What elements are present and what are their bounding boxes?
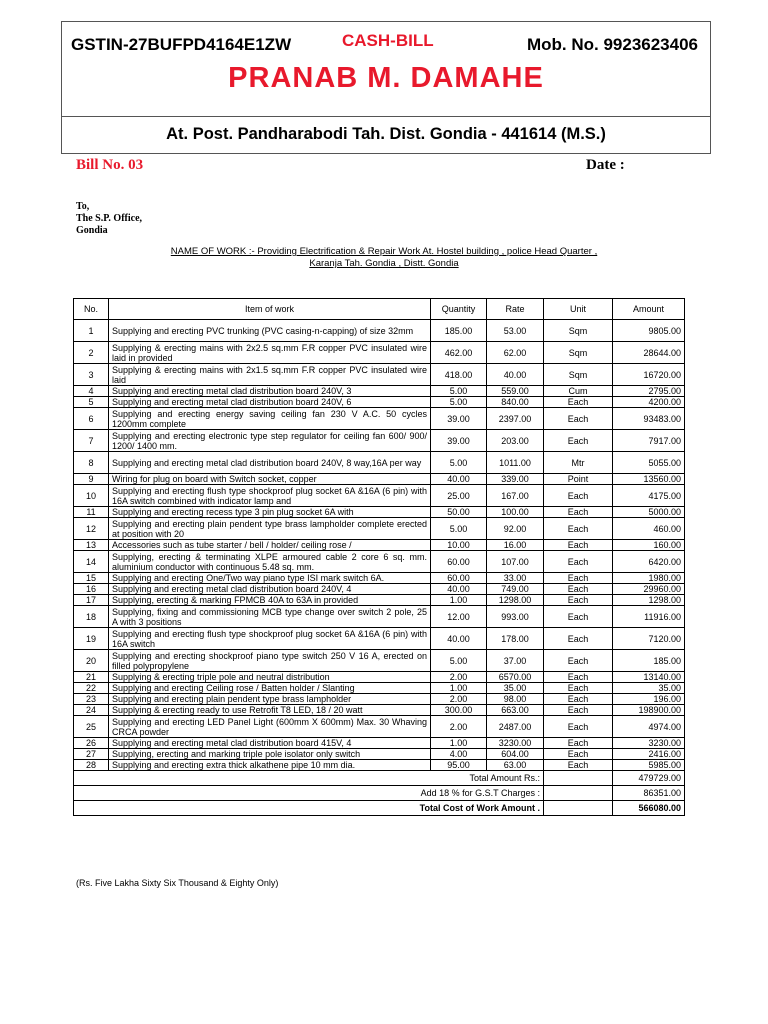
row-number: 12 — [74, 518, 109, 540]
row-item: Supplying and erecting LED Panel Light (600mm X 600mm) Max. 30 Whaving CRCA powder — [109, 716, 431, 738]
row-amount: 28644.00 — [613, 342, 685, 364]
row-quantity: 5.00 — [431, 386, 487, 397]
table-row — [74, 397, 685, 408]
table-row — [74, 320, 685, 342]
total-amount: 479729.00 — [613, 771, 685, 786]
row-amount: 2795.00 — [613, 386, 685, 397]
header-divider — [62, 116, 710, 117]
row-rate: 35.00 — [487, 683, 544, 694]
row-rate: 1298.00 — [487, 595, 544, 606]
row-unit: Sqm — [544, 320, 613, 342]
table-row — [74, 364, 685, 386]
grand-unit-cell — [544, 801, 613, 816]
row-unit: Each — [544, 397, 613, 408]
gst-row — [74, 786, 685, 801]
row-unit: Each — [544, 507, 613, 518]
row-amount: 11916.00 — [613, 606, 685, 628]
row-item: Wiring for plug on board with Switch socket, copper — [109, 474, 431, 485]
row-amount: 93483.00 — [613, 408, 685, 430]
row-rate: 749.00 — [487, 584, 544, 595]
row-number: 15 — [74, 573, 109, 584]
table-row — [74, 705, 685, 716]
row-quantity: 462.00 — [431, 342, 487, 364]
row-quantity: 2.00 — [431, 694, 487, 705]
table-row — [74, 738, 685, 749]
row-rate: 2397.00 — [487, 408, 544, 430]
work-title-line: NAME OF WORK :- Providing Electrification & Repair Work At. Hostel building , police Head Quarter , — [170, 246, 598, 257]
row-item: Supplying and erecting energy saving ceiling fan 230 V A.C. 50 cycles 1200mm complete — [109, 408, 431, 430]
row-amount: 160.00 — [613, 540, 685, 551]
row-unit: Each — [544, 606, 613, 628]
row-rate: 167.00 — [487, 485, 544, 507]
row-number: 4 — [74, 386, 109, 397]
row-rate: 92.00 — [487, 518, 544, 540]
row-rate: 993.00 — [487, 606, 544, 628]
row-rate: 840.00 — [487, 397, 544, 408]
name-of-work — [120, 246, 648, 270]
row-amount: 4175.00 — [613, 485, 685, 507]
row-item: Supplying & erecting triple pole and neutral distribution — [109, 672, 431, 683]
row-unit: Each — [544, 705, 613, 716]
row-rate: 40.00 — [487, 364, 544, 386]
row-number: 14 — [74, 551, 109, 573]
row-number: 17 — [74, 595, 109, 606]
row-number: 10 — [74, 485, 109, 507]
row-item: Supplying and erecting flush type shockproof plug socket 6A &16A (6 pin) with 16A switch combined with indicator lamp and — [109, 485, 431, 507]
row-item: Supplying, fixing and commissioning MCB type change over switch 2 pole, 25 A with 3 positions — [109, 606, 431, 628]
row-quantity: 60.00 — [431, 573, 487, 584]
row-rate: 559.00 — [487, 386, 544, 397]
row-amount: 460.00 — [613, 518, 685, 540]
header-item: Item of work — [109, 299, 431, 320]
row-item: Supplying and erecting metal clad distribution board 240V, 8 way,16A per way — [109, 452, 431, 474]
row-rate: 604.00 — [487, 749, 544, 760]
table-row — [74, 628, 685, 650]
row-quantity: 39.00 — [431, 430, 487, 452]
mobile-number: Mob. No. 9923623406 — [526, 35, 698, 54]
recipient-line: Gondia — [76, 225, 108, 236]
gst-amount: 86351.00 — [613, 786, 685, 801]
total-row — [74, 771, 685, 786]
row-item: Supplying and erecting PVC trunking (PVC casing-n-capping) of size 32mm — [109, 320, 431, 342]
row-item: Supplying & erecting mains with 2x2.5 sq.mm F.R copper PVC insulated wire laid in provided — [109, 342, 431, 364]
row-amount: 5000.00 — [613, 507, 685, 518]
row-amount: 13560.00 — [613, 474, 685, 485]
bill-header — [61, 21, 711, 154]
row-amount: 5055.00 — [613, 452, 685, 474]
row-number: 16 — [74, 584, 109, 595]
table-row — [74, 408, 685, 430]
row-item: Supplying and erecting metal clad distribution board 240V, 3 — [109, 386, 431, 397]
row-unit: Each — [544, 683, 613, 694]
row-unit: Each — [544, 540, 613, 551]
row-quantity: 25.00 — [431, 485, 487, 507]
table-row — [74, 716, 685, 738]
work-title-line: Karanja Tah. Gondia , Distt. Gondia — [309, 258, 459, 269]
table-row — [74, 452, 685, 474]
recipient-line: The S.P. Office, — [76, 213, 143, 224]
header-no: No. — [74, 299, 109, 320]
row-rate: 63.00 — [487, 760, 544, 771]
row-item: Supplying and erecting Ceiling rose / Batten holder / Slanting — [109, 683, 431, 694]
table-row — [74, 595, 685, 606]
table-row — [74, 584, 685, 595]
row-item: Supplying and erecting metal clad distribution board 240V, 4 — [109, 584, 431, 595]
row-unit: Each — [544, 672, 613, 683]
header-amount: Amount — [613, 299, 685, 320]
row-item: Supplying & erecting mains with 2x1.5 sq.mm F.R copper PVC insulated wire laid — [109, 364, 431, 386]
table-row — [74, 485, 685, 507]
row-number: 7 — [74, 430, 109, 452]
bill-number: Bill No. 03 — [76, 157, 144, 173]
row-quantity: 5.00 — [431, 452, 487, 474]
row-number: 11 — [74, 507, 109, 518]
row-quantity: 5.00 — [431, 518, 487, 540]
row-unit: Each — [544, 408, 613, 430]
row-rate: 100.00 — [487, 507, 544, 518]
row-rate: 33.00 — [487, 573, 544, 584]
row-number: 27 — [74, 749, 109, 760]
row-unit: Each — [544, 595, 613, 606]
row-rate: 16.00 — [487, 540, 544, 551]
row-unit: Each — [544, 738, 613, 749]
row-unit: Point — [544, 474, 613, 485]
row-quantity: 50.00 — [431, 507, 487, 518]
row-number: 13 — [74, 540, 109, 551]
row-amount: 185.00 — [613, 650, 685, 672]
row-amount: 3230.00 — [613, 738, 685, 749]
row-rate: 339.00 — [487, 474, 544, 485]
row-amount: 6420.00 — [613, 551, 685, 573]
row-rate: 107.00 — [487, 551, 544, 573]
row-number: 6 — [74, 408, 109, 430]
table-row — [74, 386, 685, 397]
contractor-address: At. Post. Pandharabodi Tah. Dist. Gondia - 441614 (M.S.) — [166, 125, 606, 143]
row-amount: 7917.00 — [613, 430, 685, 452]
row-amount: 13140.00 — [613, 672, 685, 683]
row-unit: Sqm — [544, 364, 613, 386]
row-number: 18 — [74, 606, 109, 628]
row-item: Supplying and erecting metal clad distribution board 415V, 4 — [109, 738, 431, 749]
row-quantity: 2.00 — [431, 716, 487, 738]
row-quantity: 40.00 — [431, 584, 487, 595]
table-row — [74, 551, 685, 573]
table-row — [74, 672, 685, 683]
row-number: 8 — [74, 452, 109, 474]
row-unit: Cum — [544, 386, 613, 397]
row-number: 20 — [74, 650, 109, 672]
row-rate: 2487.00 — [487, 716, 544, 738]
row-rate: 3230.00 — [487, 738, 544, 749]
row-rate: 53.00 — [487, 320, 544, 342]
table-row — [74, 518, 685, 540]
row-item: Accessories such as tube starter / bell / holder/ ceiling rose / — [109, 540, 431, 551]
row-item: Supplying & erecting ready to use Retrofit T8 LED, 18 / 20 watt — [109, 705, 431, 716]
row-quantity: 2.00 — [431, 672, 487, 683]
table-row — [74, 430, 685, 452]
row-quantity: 5.00 — [431, 650, 487, 672]
row-number: 22 — [74, 683, 109, 694]
row-quantity: 4.00 — [431, 749, 487, 760]
table-row — [74, 606, 685, 628]
row-unit: Each — [544, 430, 613, 452]
row-item: Supplying, erecting & terminating XLPE armoured cable 2 core 6 sq. mm. aluminium conductor with continuous 5.48 sq. mm. — [109, 551, 431, 573]
grand-total-label: Total Cost of Work Amount . — [74, 801, 544, 816]
table-header-row — [74, 299, 685, 320]
row-number: 24 — [74, 705, 109, 716]
row-unit: Each — [544, 628, 613, 650]
row-unit: Each — [544, 551, 613, 573]
row-amount: 1298.00 — [613, 595, 685, 606]
row-rate: 37.00 — [487, 650, 544, 672]
table-body — [74, 320, 685, 771]
row-item: Supplying and erecting shockproof piano type switch 250 V 16 A, erected on filled polypropylene — [109, 650, 431, 672]
row-amount: 196.00 — [613, 694, 685, 705]
row-quantity: 1.00 — [431, 683, 487, 694]
row-amount: 16720.00 — [613, 364, 685, 386]
row-number: 23 — [74, 694, 109, 705]
row-amount: 2416.00 — [613, 749, 685, 760]
grand-total-row — [74, 801, 685, 816]
header-unit: Unit — [544, 299, 613, 320]
row-quantity: 95.00 — [431, 760, 487, 771]
table-row — [74, 474, 685, 485]
table-row — [74, 342, 685, 364]
amount-in-words: (Rs. Five Lakha Sixty Six Thousand & Eighty Only) — [76, 878, 279, 888]
row-unit: Sqm — [544, 342, 613, 364]
total-unit-cell — [544, 771, 613, 786]
header-rate: Rate — [487, 299, 544, 320]
row-number: 1 — [74, 320, 109, 342]
row-quantity: 12.00 — [431, 606, 487, 628]
row-item: Supplying and erecting metal clad distribution board 240V, 6 — [109, 397, 431, 408]
table-row — [74, 683, 685, 694]
table-row — [74, 749, 685, 760]
row-amount: 1980.00 — [613, 573, 685, 584]
row-unit: Each — [544, 573, 613, 584]
row-rate: 203.00 — [487, 430, 544, 452]
row-number: 9 — [74, 474, 109, 485]
table-row — [74, 760, 685, 771]
total-label: Total Amount Rs.: — [74, 771, 544, 786]
recipient-line: To, — [76, 201, 90, 212]
row-quantity: 1.00 — [431, 595, 487, 606]
row-item: Supplying, erecting and marking triple pole isolator only switch — [109, 749, 431, 760]
row-unit: Each — [544, 694, 613, 705]
bill-type-title: CASH-BILL — [342, 31, 434, 50]
row-number: 5 — [74, 397, 109, 408]
row-item: Supplying and erecting plain pendent type brass lampholder — [109, 694, 431, 705]
row-quantity: 418.00 — [431, 364, 487, 386]
recipient-address — [76, 201, 142, 237]
row-rate: 98.00 — [487, 694, 544, 705]
bill-items-table — [73, 298, 685, 816]
table-row — [74, 540, 685, 551]
date-label: Date : — [586, 157, 625, 173]
row-unit: Each — [544, 485, 613, 507]
row-unit: Each — [544, 716, 613, 738]
row-number: 2 — [74, 342, 109, 364]
contractor-name: PRANAB M. DAMAHE — [228, 62, 544, 94]
row-rate: 178.00 — [487, 628, 544, 650]
gst-label: Add 18 % for G.S.T Charges : — [74, 786, 544, 801]
row-number: 25 — [74, 716, 109, 738]
row-quantity: 300.00 — [431, 705, 487, 716]
row-unit: Each — [544, 760, 613, 771]
table-row — [74, 694, 685, 705]
row-quantity: 60.00 — [431, 551, 487, 573]
row-quantity: 185.00 — [431, 320, 487, 342]
row-item: Supplying, erecting & marking FPMCB 40A to 63A in provided — [109, 595, 431, 606]
row-unit: Each — [544, 749, 613, 760]
row-rate: 663.00 — [487, 705, 544, 716]
row-amount: 4974.00 — [613, 716, 685, 738]
row-quantity: 39.00 — [431, 408, 487, 430]
row-quantity: 40.00 — [431, 474, 487, 485]
row-unit: Mtr — [544, 452, 613, 474]
row-number: 26 — [74, 738, 109, 749]
row-quantity: 5.00 — [431, 397, 487, 408]
row-number: 21 — [74, 672, 109, 683]
row-item: Supplying and erecting One/Two way piano type ISI mark switch 6A. — [109, 573, 431, 584]
gstin-number: GSTIN-27BUFPD4164E1ZW — [71, 35, 292, 54]
row-number: 28 — [74, 760, 109, 771]
row-rate: 62.00 — [487, 342, 544, 364]
row-amount: 4200.00 — [613, 397, 685, 408]
row-item: Supplying and erecting flush type shockproof plug socket 6A &16A (6 pin) with 16A switch — [109, 628, 431, 650]
row-item: Supplying and erecting electronic type step regulator for ceiling fan 600/ 900/ 1200/ 1400 mm. — [109, 430, 431, 452]
row-amount: 9805.00 — [613, 320, 685, 342]
gst-unit-cell — [544, 786, 613, 801]
table-row — [74, 650, 685, 672]
row-quantity: 1.00 — [431, 738, 487, 749]
row-rate: 6570.00 — [487, 672, 544, 683]
row-amount: 5985.00 — [613, 760, 685, 771]
row-amount: 29960.00 — [613, 584, 685, 595]
header-quantity: Quantity — [431, 299, 487, 320]
row-rate: 1011.00 — [487, 452, 544, 474]
row-item: Supplying and erecting extra thick alkathene pipe 10 mm dia. — [109, 760, 431, 771]
grand-total-amount: 566080.00 — [613, 801, 685, 816]
row-unit: Each — [544, 584, 613, 595]
row-item: Supplying and erecting plain pendent type brass lampholder complete erected at position with 20 — [109, 518, 431, 540]
row-item: Supplying and erecting recess type 3 pin plug socket 6A with — [109, 507, 431, 518]
row-quantity: 40.00 — [431, 628, 487, 650]
row-unit: Each — [544, 518, 613, 540]
row-amount: 7120.00 — [613, 628, 685, 650]
row-number: 19 — [74, 628, 109, 650]
row-amount: 35.00 — [613, 683, 685, 694]
table-row — [74, 507, 685, 518]
row-amount: 198900.00 — [613, 705, 685, 716]
row-number: 3 — [74, 364, 109, 386]
table-row — [74, 573, 685, 584]
row-unit: Each — [544, 650, 613, 672]
row-quantity: 10.00 — [431, 540, 487, 551]
